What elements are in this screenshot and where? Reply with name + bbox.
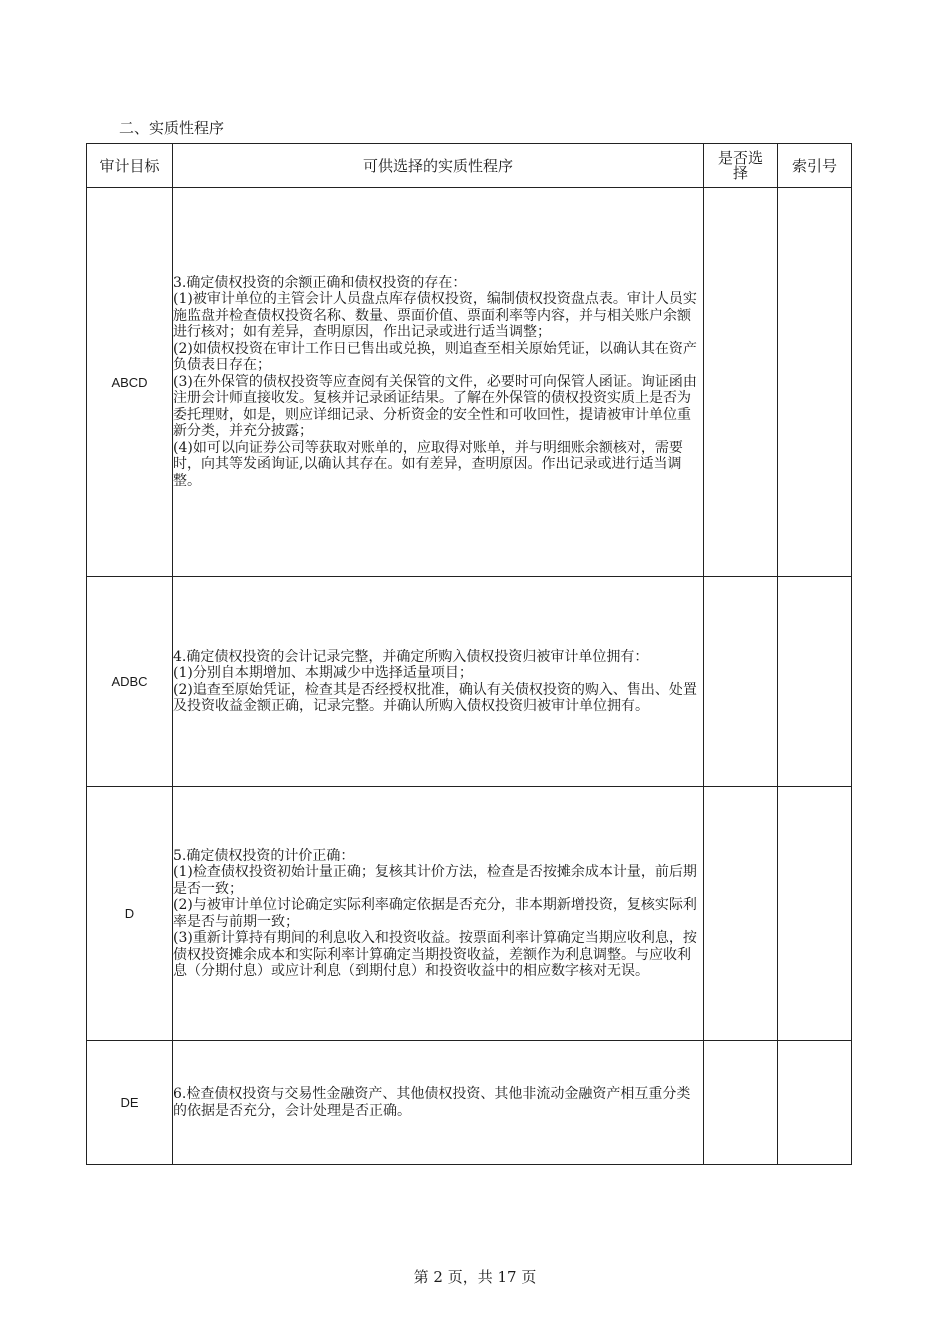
procedure-line: (3)在外保管的债权投资等应查阅有关保管的文件，必要时可向保管人函证。询证函由注册会计师直接收发。复核并记录函证结果。了解在外保管的债权投资实质上是否为委托理财，如是，则应详细记录、分析资金的安全性和可收回性，提请被审计单位重新分类，并充分披露； xyxy=(173,373,697,440)
audit-goal-cell: D xyxy=(87,787,173,1041)
audit-goal-cell: ABCD xyxy=(87,188,173,577)
procedure-cell xyxy=(173,188,704,577)
table-header-row xyxy=(87,144,852,188)
procedure-cell xyxy=(173,787,704,1041)
selected-cell[interactable] xyxy=(704,188,778,577)
procedure-line: 6.检查债权投资与交易性金融资产、其他债权投资、其他非流动金融资产相互重分类的依据是否充分，会计处理是否正确。 xyxy=(173,1086,691,1119)
procedure-line: (2)与被审计单位讨论确定实际利率确定依据是否充分，非本期新增投资，复核实际利率是否与前期一致； xyxy=(173,897,697,930)
procedure-line: (1)被审计单位的主管会计人员盘点库存债权投资，编制债权投资盘点表。审计人员实施监盘并检查债权投资名称、数量、票面价值、票面利率等内容，并与相关账户余额进行核对；如有差异，查明原因，作出记录或进行适当调整； xyxy=(173,291,697,341)
table-row xyxy=(87,188,852,577)
audit-goal-cell: DE xyxy=(87,1041,173,1165)
procedure-line: (2)如债权投资在审计工作日已售出或兑换，则追查至相关原始凭证，以确认其在资产负债表日存在； xyxy=(173,340,697,374)
header-index: 索引号 xyxy=(778,144,852,188)
procedure-line: 3.确定债权投资的余额正确和债权投资的存在： xyxy=(173,274,467,291)
page-footer: 第 2 页，共 17 页 xyxy=(413,1268,537,1286)
procedure-line: (4)如可以向证券公司等获取对账单的，应取得对账单，并与明细账余额核对，需要时，向其等发函询证,以确认其存在。如有差异，查明原因。作出记录或进行适当调整。 xyxy=(173,439,683,489)
header-selected-line2: 择 xyxy=(732,163,748,182)
header-selected xyxy=(704,144,778,188)
index-cell[interactable] xyxy=(778,577,852,787)
procedure-line: (3)重新计算持有期间的利息收入和投资收益。按票面利率计算确定当期应收利息，按债权投资摊余成本和实际利率计算确定当期投资收益，差额作为利息调整。与应收利息（分期付息）或应计利息（到期付息）和投资收益中的相应数字核对无误。 xyxy=(173,930,697,979)
header-procedure: 可供选择的实质性程序 xyxy=(173,144,704,188)
index-cell[interactable] xyxy=(778,1041,852,1165)
index-cell[interactable] xyxy=(778,787,852,1041)
header-audit-goal: 审计目标 xyxy=(87,144,173,188)
procedure-line: 4.确定债权投资的会计记录完整，并确定所购入债权投资归被审计单位拥有： xyxy=(173,648,649,665)
procedure-line: (1)检查债权投资初始计量正确；复核其计价方法，检查是否按摊余成本计量，前后期是否一致； xyxy=(173,864,697,897)
table-row xyxy=(87,577,852,787)
section-title: 二、实质性程序 xyxy=(119,119,225,137)
header-selected-line1: 是否选 xyxy=(717,148,763,167)
audit-goal-cell: ADBC xyxy=(87,577,173,787)
substantive-procedures-table xyxy=(86,143,852,1165)
procedure-line: (2)追查至原始凭证，检查其是否经授权批准，确认有关债权投资的购入、售出、处置及投资收益金额正确，记录完整。并确认所购入债权投资归被审计单位拥有。 xyxy=(173,681,697,714)
procedure-cell xyxy=(173,1041,704,1165)
procedure-line: 5.确定债权投资的计价正确： xyxy=(173,847,355,864)
selected-cell[interactable] xyxy=(704,1041,778,1165)
index-cell[interactable] xyxy=(778,188,852,577)
selected-cell[interactable] xyxy=(704,577,778,787)
selected-cell[interactable] xyxy=(704,787,778,1041)
procedure-line: (1)分别自本期增加、本期减少中选择适量项目； xyxy=(173,665,473,681)
table-row xyxy=(87,1041,852,1165)
procedure-cell xyxy=(173,577,704,787)
table-row xyxy=(87,787,852,1041)
